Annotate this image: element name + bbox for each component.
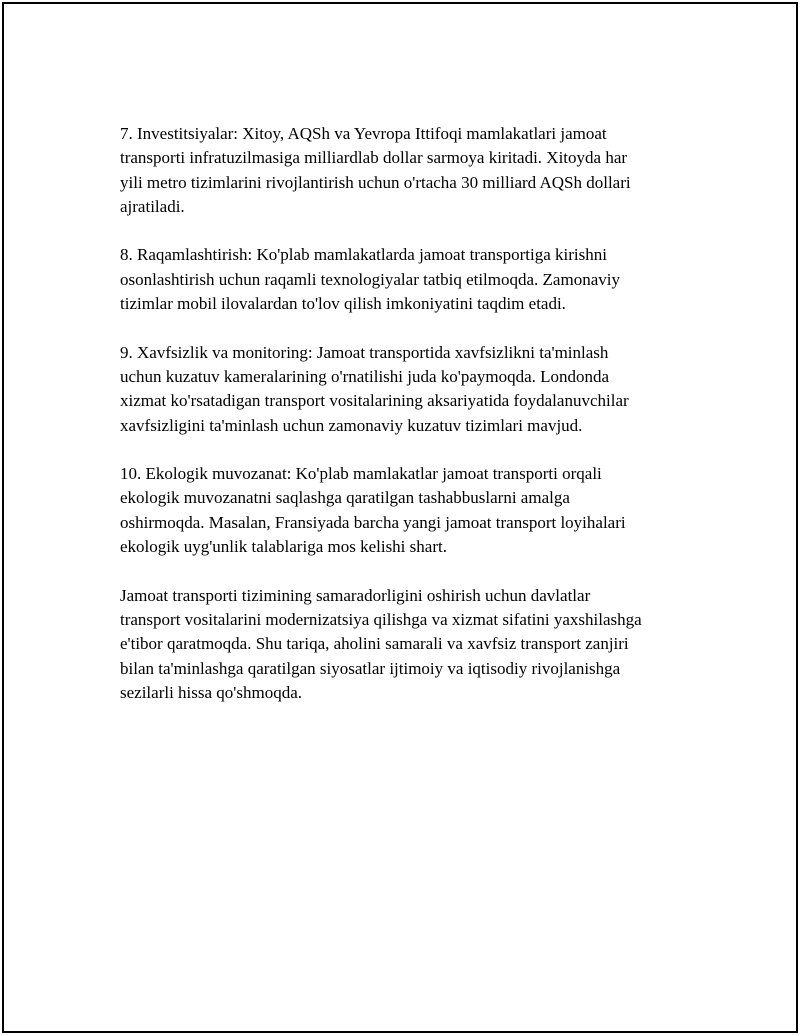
paragraph-conclusion: Jamoat transporti tizimining samaradorligini oshirish uchun davlatlar transport vositalarini modernizatsiya qilishga va xizmat sifatini yaxshilashga e'tibor qaratmoqda. Shu tariqa, aholini samarali va xavfsiz transport zanjiri bilan ta'minlashga qaratilgan siyosatlar ijtimoiy va iqtisodiy rivojlanishga sezilarli hissa qo'shmoqda. <box>120 585 642 702</box>
paragraph-safety-monitoring: 9. Xavfsizlik va monitoring: Jamoat transportida xavfsizlikni ta'minlash uchun kuzatuv kameralarining o'rnatilishi juda ko'paymoqda. Londonda xizmat ko'rsatadigan transport vositalarining aksariyatida foydalanuvchilar xavfsizligini ta'minlash uchun zamonaviy kuzatuv tizimlari mavjud. <box>120 342 629 435</box>
document-body <box>120 122 700 729</box>
paragraph-digitalization: 8. Raqamlashtirish: Ko'plab mamlakatlarda jamoat transportiga kirishni osonlashtirish uchun raqamli texnologiyalar tatbiq etilmoqda. Zamonaviy tizimlar mobil ilovalardan to'lov qilish imkoniyatini taqdim etadi. <box>120 245 620 314</box>
paragraph-ecological-balance: 10. Ekologik muvozanat: Ko'plab mamlakatlar jamoat transporti orqali ekologik muvozanatni saqlashga qaratilgan tashabbuslarni amalga oshirmoqda. Masalan, Fransiyada barcha yangi jamoat transport loyihalari ekologik uyg'unlik talablariga mos kelishi shart. <box>120 464 626 557</box>
document-page <box>2 2 798 1033</box>
paragraph-investments: 7. Investitsiyalar: Xitoy, AQSh va Yevropa Ittifoqi mamlakatlari jamoat transporti infratuzilmasiga milliardlab dollar sarmoya kiritadi. Xitoyda har yili metro tizimlarini rivojlantirish uchun o'rtacha 30 milliard AQSh dollari ajratiladi. <box>120 124 631 216</box>
